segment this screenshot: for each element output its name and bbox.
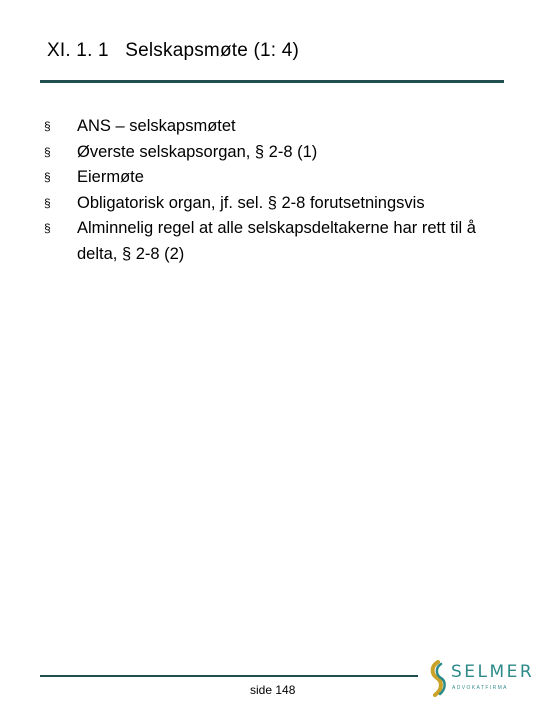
page-number: side 148: [250, 683, 296, 697]
bullet-marker: §: [44, 195, 51, 210]
slide-title: XI. 1. 1 Selskapsmøte (1: 4): [47, 40, 300, 61]
bullet-marker: §: [44, 119, 51, 133]
bullet-item: [44, 191, 494, 217]
bullet-text: Øverste selskapsorgan, § 2-8 (1): [77, 142, 318, 161]
bullet-item: [44, 165, 494, 191]
bullet-text: ANS – selskapsmøtet: [77, 117, 236, 135]
bullet-text: Alminnelig regel at alle selskapsdeltakerne har rett til å delta, § 2-8 (2): [77, 219, 476, 263]
logo-subtitle: ADVOKATFIRMA: [452, 685, 508, 691]
bullet-item: [44, 114, 494, 140]
bullet-marker: §: [44, 170, 51, 184]
logo-wordmark: SELMER: [451, 662, 535, 682]
footer-divider: [40, 675, 418, 677]
bullet-marker: §: [44, 144, 51, 159]
bullet-text: Obligatorisk organ, jf. sel. § 2-8 forutsetningsvis: [77, 193, 425, 212]
bullet-text: Eiermøte: [77, 168, 144, 186]
bullet-item: [44, 216, 494, 267]
bullet-marker: §: [44, 221, 51, 235]
bullet-list: [44, 114, 494, 267]
title-divider: [40, 80, 504, 83]
bullet-item: [44, 140, 494, 166]
